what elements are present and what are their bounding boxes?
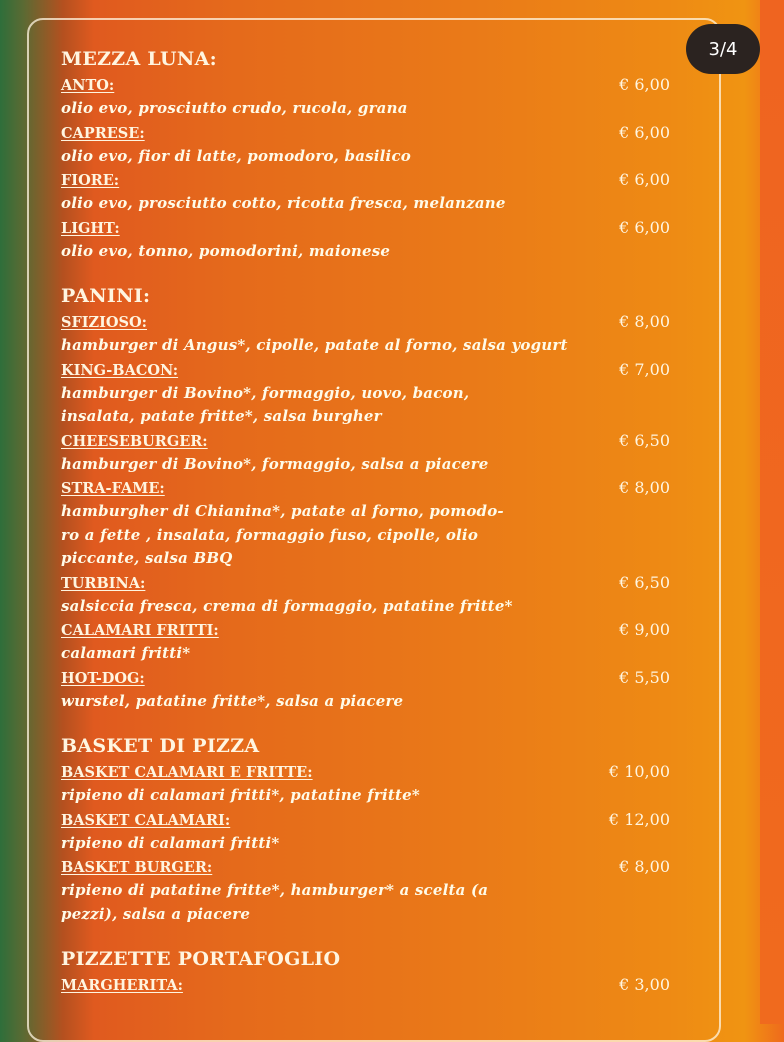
menu-item	[61, 310, 676, 358]
menu-item-description: hamburgher di Chianina*, patate al forno, pomodo-	[61, 502, 504, 520]
menu-item-name: LIGHT:	[61, 219, 120, 237]
menu-item-header	[61, 808, 676, 832]
menu-item-description: pezzi), salsa a piacere	[61, 904, 251, 923]
section-title: PIZZETTE PORTAFOGLIO	[61, 948, 341, 970]
menu-item	[61, 476, 676, 571]
menu-content	[61, 46, 676, 997]
menu-item-header	[61, 666, 676, 690]
menu-item-description: olio evo, prosciutto cotto, ricotta fresca, melanzane	[61, 194, 506, 212]
menu-section	[61, 733, 676, 926]
menu-item-name: MARGHERITA:	[61, 977, 183, 994]
menu-item-header	[61, 618, 676, 642]
menu-item-price: € 8,00	[619, 478, 670, 497]
menu-section	[61, 46, 676, 263]
menu-item-header	[61, 571, 676, 595]
menu-item-name: TURBINA:	[61, 574, 146, 592]
menu-section	[61, 283, 676, 713]
menu-item	[61, 168, 676, 216]
menu-item-name: CAPRESE:	[61, 124, 145, 142]
menu-item-price: € 6,50	[619, 430, 670, 450]
menu-item	[61, 618, 676, 666]
menu-item-header	[61, 121, 676, 145]
menu-item-header	[61, 168, 676, 192]
menu-item-price: € 7,00	[619, 359, 670, 379]
menu-item-header	[61, 216, 676, 240]
menu-item-description: hamburger di Angus*, cipolle, patate al forno, salsa yogurt	[61, 336, 568, 354]
menu-item-price: € 6,00	[619, 217, 670, 237]
menu-item-description: piccante, salsa BBQ	[61, 549, 233, 567]
menu-item	[61, 973, 676, 997]
menu-item-description: ripieno di calamari fritti*	[61, 833, 280, 852]
menu-item-header	[61, 358, 676, 382]
menu-item	[61, 216, 676, 264]
menu-item-description: hamburger di Bovino*, formaggio, salsa a piacere	[61, 454, 489, 473]
menu-item-header	[61, 476, 676, 500]
menu-item-price: € 5,50	[619, 667, 670, 687]
menu-item-price: € 6,50	[619, 572, 670, 592]
menu-item-price: € 8,00	[619, 857, 670, 876]
menu-item-price: € 3,00	[619, 975, 670, 994]
menu-item-name: FIORE:	[61, 172, 120, 189]
menu-item-name: SFIZIOSO:	[61, 314, 148, 331]
menu-item-header	[61, 310, 676, 334]
menu-item-price: € 6,00	[619, 170, 670, 189]
right-edge-strip	[760, 0, 784, 1024]
menu-item	[61, 666, 676, 714]
menu-item-name: HOT-DOG:	[61, 669, 145, 687]
menu-item-name: BASKET BURGER:	[61, 859, 213, 876]
menu-item-price: € 9,00	[619, 620, 670, 639]
menu-item-name: KING-BACON:	[61, 361, 179, 379]
menu-item-description: olio evo, fior di latte, pomodoro, basilico	[61, 146, 411, 165]
menu-item-name: ANTO:	[61, 77, 115, 94]
menu-item-price: € 10,00	[608, 762, 670, 781]
menu-item	[61, 358, 676, 429]
menu-item-price: € 12,00	[608, 809, 670, 829]
page-indicator: 3/4	[686, 24, 760, 74]
section-title: BASKET DI PIZZA	[61, 735, 260, 757]
menu-item-description: salsiccia fresca, crema di formaggio, patatine fritte*	[61, 596, 513, 615]
menu-item-name: BASKET CALAMARI:	[61, 811, 231, 829]
menu-item-description: olio evo, prosciutto crudo, rucola, grana	[61, 99, 408, 117]
menu-item	[61, 808, 676, 856]
menu-item-description: ripieno di calamari fritti*, patatine fritte*	[61, 786, 420, 804]
menu-item-description: olio evo, tonno, pomodorini, maionese	[61, 241, 391, 260]
menu-item	[61, 571, 676, 619]
menu-item-header	[61, 429, 676, 453]
menu-item-price: € 6,00	[619, 122, 670, 142]
menu-item-price: € 8,00	[619, 312, 670, 331]
menu-item-description: insalata, patate fritte*, salsa burgher	[61, 407, 382, 425]
menu-item-description: calamari fritti*	[61, 644, 191, 662]
menu-section	[61, 946, 676, 997]
menu-item	[61, 121, 676, 169]
section-title: PANINI:	[61, 285, 151, 307]
menu-item-description: ripieno di patatine fritte*, hamburger* a scelta (a	[61, 881, 489, 899]
menu-item-header	[61, 855, 676, 879]
menu-item-name: STRA-FAME:	[61, 480, 165, 497]
menu-item	[61, 855, 676, 926]
menu-item	[61, 429, 676, 477]
menu-item-name: CALAMARI FRITTI:	[61, 622, 219, 639]
menu-item-header	[61, 973, 676, 997]
menu-item-description: wurstel, patatine fritte*, salsa a piacere	[61, 691, 404, 710]
menu-item	[61, 760, 676, 808]
menu-item	[61, 73, 676, 121]
section-title: MEZZA LUNA:	[61, 48, 217, 70]
menu-item-price: € 6,00	[619, 75, 670, 94]
menu-item-header	[61, 760, 676, 784]
menu-item-name: CHEESEBURGER:	[61, 432, 208, 450]
menu-item-description: ro a fette , insalata, formaggio fuso, cipolle, olio	[61, 525, 479, 544]
menu-item-description: hamburger di Bovino*, formaggio, uovo, bacon,	[61, 383, 470, 402]
menu-item-header	[61, 73, 676, 97]
menu-item-name: BASKET CALAMARI E FRITTE:	[61, 764, 313, 781]
